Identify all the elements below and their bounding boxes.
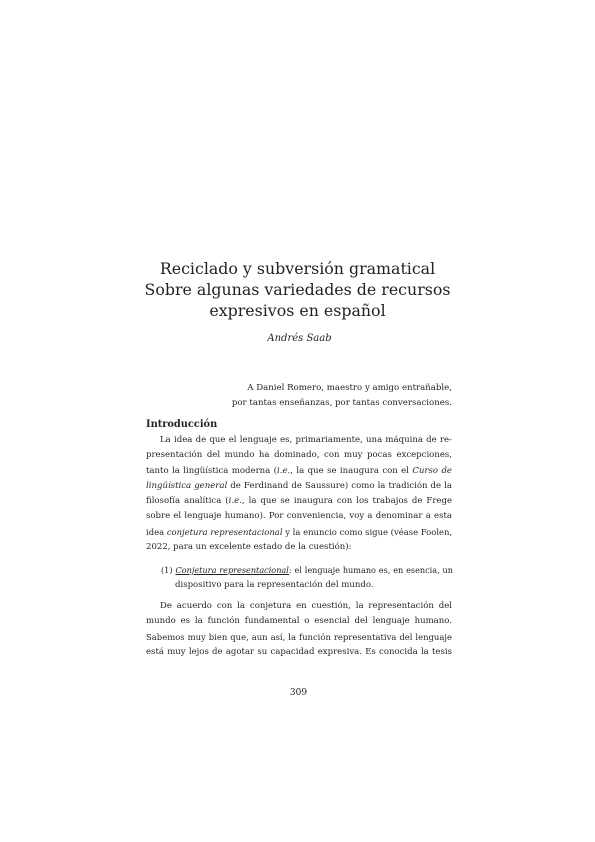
title-line-1: Reciclado y subversión gramatical [159, 259, 436, 278]
paragraph-line: mundo es la función fundamental o esencial del lenguaje humano. [146, 616, 452, 627]
paragraph-line [146, 525, 452, 540]
dedication [232, 381, 452, 411]
text-run: y la enuncio como sigue (véase Foolen, [282, 526, 453, 537]
italic-abbreviation: i.e. [228, 496, 242, 507]
example-line: dispositivo para la representación del mundo. [175, 580, 374, 591]
italic-term: conjetura representacional [166, 526, 283, 537]
text-run: idea [146, 526, 167, 537]
text-run: : el lenguaje humano es, en esencia, un [288, 565, 453, 575]
example-term: Conjetura representacional [175, 565, 289, 575]
example-number: (1) [161, 565, 173, 575]
author-name: Andrés Saab [267, 333, 332, 344]
text-run: , la que se inaugura con el [290, 465, 413, 476]
title-line-3: expresivos en español [209, 301, 386, 320]
italic-abbreviation: i.e. [277, 465, 291, 476]
example-line [161, 563, 453, 578]
paragraph-line: presentación del mundo ha dominado, con muy pocas excepciones, [146, 450, 452, 461]
text-run: de Ferdinand de Saussure) como la tradición de la [227, 480, 453, 491]
dedication-line-2: por tantas enseñanzas, por tantas conversaciones. [231, 398, 452, 408]
chapter-title [120, 258, 475, 321]
paragraph-2 [146, 599, 452, 660]
text-run: , la que se inaugura con los trabajos de Frege [241, 496, 452, 507]
paragraph-1 [146, 433, 452, 555]
paragraph-line: Sabemos muy bien que, aun así, la función representativa del lenguaje [146, 631, 452, 642]
numbered-example [161, 563, 453, 594]
paragraph-line [146, 494, 452, 509]
paragraph-line: 2022, para un excelente estado de la cuestión): [146, 542, 352, 553]
paragraph-line [146, 464, 452, 479]
paragraph-line: La idea de que el lenguaje es, primariamente, una máquina de re- [160, 435, 452, 445]
paragraph-line: sobre el lenguaje humano). Por conveniencia, voy a denominar a esta [146, 511, 452, 522]
italic-book-title: Curso de [412, 465, 452, 476]
paragraph-line: está muy lejos de agotar su capacidad expresiva. Es conocida la tesis [146, 646, 452, 657]
text-run: tanto la lingüística moderna ( [146, 465, 278, 476]
paragraph-line [146, 479, 452, 494]
title-line-2: Sobre algunas variedades de recursos [144, 280, 451, 299]
text-run: filosofía analítica ( [146, 496, 229, 507]
dedication-line-1: A Daniel Romero, maestro y amigo entrañable, [247, 383, 452, 393]
italic-book-title: lingüística general [146, 480, 228, 491]
page-number: 309 [289, 688, 308, 698]
paragraph-line: De acuerdo con la conjetura en cuestión, la representación del [160, 601, 452, 611]
section-heading: Introducción [146, 419, 218, 430]
